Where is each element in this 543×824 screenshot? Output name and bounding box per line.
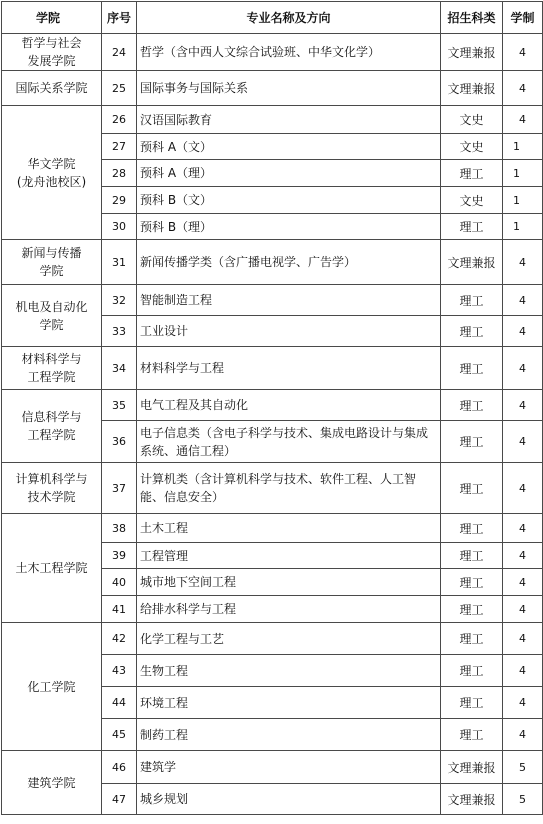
major-num-cell: 39 (102, 543, 137, 569)
major-num-cell: 24 (102, 34, 137, 71)
school-cell (2, 514, 102, 623)
major-num-cell: 42 (102, 623, 137, 655)
major-name-cell: 建筑学 (137, 751, 441, 784)
major-name-cell: 工业设计 (137, 316, 441, 347)
table-row (2, 285, 543, 316)
major-num-cell: 28 (102, 160, 137, 187)
years-cell: 1 (503, 160, 543, 187)
major-name-cell: 制药工程 (137, 719, 441, 751)
years-cell: 4 (503, 390, 543, 421)
years-cell: 4 (503, 463, 543, 514)
major-name-cell: 城市地下空间工程 (137, 569, 441, 596)
table-row (2, 347, 543, 390)
years-cell: 1 (503, 134, 543, 160)
major-num-cell: 47 (102, 784, 137, 815)
category-cell: 理工 (441, 214, 503, 240)
school-cell (2, 34, 102, 71)
school-cell (2, 106, 102, 240)
major-num-cell: 29 (102, 187, 137, 214)
years-cell: 4 (503, 719, 543, 751)
years-cell: 4 (503, 71, 543, 106)
major-num-cell: 31 (102, 240, 137, 285)
category-cell: 文史 (441, 187, 503, 214)
school-name-line: 技术学院 (27, 490, 76, 504)
school-name-line: 学院 (39, 264, 64, 278)
major-num-cell: 26 (102, 106, 137, 134)
major-num-cell: 43 (102, 655, 137, 687)
school-name-line: 工程学院 (27, 428, 76, 442)
major-name-cell: 计算机类（含计算机科学与技术、软件工程、人工智能、信息安全） (137, 463, 441, 514)
major-name-cell: 土木工程 (137, 514, 441, 543)
major-num-cell: 37 (102, 463, 137, 514)
major-num-cell: 36 (102, 421, 137, 463)
major-name-cell: 电子信息类（含电子科学与技术、集成电路设计与集成系统、通信工程） (137, 421, 441, 463)
table-row (2, 623, 543, 655)
years-cell: 4 (503, 596, 543, 623)
category-cell: 理工 (441, 623, 503, 655)
major-num-cell: 38 (102, 514, 137, 543)
major-name-cell: 给排水科学与工程 (137, 596, 441, 623)
majors-table (1, 1, 543, 815)
school-cell (2, 623, 102, 751)
years-cell: 4 (503, 514, 543, 543)
major-num-cell: 30 (102, 214, 137, 240)
years-cell: 4 (503, 543, 543, 569)
years-cell: 4 (503, 569, 543, 596)
major-num-cell: 44 (102, 687, 137, 719)
major-name-cell: 国际事务与国际关系 (137, 71, 441, 106)
years-cell: 4 (503, 623, 543, 655)
major-name-cell: 预科 A（理） (137, 160, 441, 187)
category-cell: 理工 (441, 347, 503, 390)
category-cell: 理工 (441, 655, 503, 687)
category-cell: 理工 (441, 569, 503, 596)
header-major: 专业名称及方向 (137, 2, 441, 34)
major-num-cell: 32 (102, 285, 137, 316)
years-cell: 1 (503, 187, 543, 214)
school-name-line: 计算机科学与 (15, 472, 88, 486)
major-name-cell: 电气工程及其自动化 (137, 390, 441, 421)
major-num-cell: 45 (102, 719, 137, 751)
major-name-cell: 工程管理 (137, 543, 441, 569)
school-name-line: 新闻与传播 (21, 246, 82, 260)
school-name-line: 工程学院 (27, 370, 76, 384)
header-years: 学制 (503, 2, 543, 34)
table-row (2, 751, 543, 784)
major-name-cell: 环境工程 (137, 687, 441, 719)
table-row (2, 240, 543, 285)
header-school: 学院 (2, 2, 102, 34)
years-cell: 4 (503, 285, 543, 316)
category-cell: 理工 (441, 316, 503, 347)
category-cell: 文理兼报 (441, 71, 503, 106)
major-name-cell: 材料科学与工程 (137, 347, 441, 390)
major-num-cell: 27 (102, 134, 137, 160)
major-num-cell: 40 (102, 569, 137, 596)
major-num-cell: 33 (102, 316, 137, 347)
school-cell (2, 71, 102, 106)
years-cell: 5 (503, 751, 543, 784)
major-name-cell: 预科 A（文） (137, 134, 441, 160)
table-body (2, 34, 543, 815)
table-row (2, 106, 543, 134)
category-cell: 理工 (441, 421, 503, 463)
school-name-line: 机电及自动化 (15, 299, 88, 314)
table-row (2, 514, 543, 543)
years-cell: 4 (503, 655, 543, 687)
years-cell: 1 (503, 214, 543, 240)
school-name-line: 建筑学院 (27, 775, 76, 790)
major-name-cell: 城乡规划 (137, 784, 441, 815)
category-cell: 文史 (441, 134, 503, 160)
major-name-cell: 预科 B（文） (137, 187, 441, 214)
header-num: 序号 (102, 2, 137, 34)
header-category: 招生科类 (441, 2, 503, 34)
major-name-cell: 生物工程 (137, 655, 441, 687)
school-name-line: 国际关系学院 (15, 81, 88, 95)
major-num-cell: 25 (102, 71, 137, 106)
category-cell: 理工 (441, 285, 503, 316)
school-name-line: 发展学院 (27, 54, 76, 68)
school-name-line: 化工学院 (27, 679, 76, 694)
category-cell: 理工 (441, 463, 503, 514)
years-cell: 4 (503, 240, 543, 285)
years-cell: 4 (503, 316, 543, 347)
school-cell (2, 751, 102, 815)
table-row (2, 463, 543, 514)
major-num-cell: 41 (102, 596, 137, 623)
category-cell: 理工 (441, 719, 503, 751)
category-cell: 理工 (441, 514, 503, 543)
school-cell (2, 347, 102, 390)
school-name-line: 哲学与社会 (21, 36, 82, 50)
major-name-cell: 汉语国际教育 (137, 106, 441, 134)
school-cell (2, 285, 102, 347)
school-name-line: 学院 (39, 317, 64, 332)
years-cell: 4 (503, 106, 543, 134)
years-cell: 4 (503, 687, 543, 719)
years-cell: 4 (503, 34, 543, 71)
table-row (2, 34, 543, 71)
school-cell (2, 240, 102, 285)
category-cell: 文理兼报 (441, 34, 503, 71)
category-cell: 理工 (441, 596, 503, 623)
category-cell: 文理兼报 (441, 751, 503, 784)
table-row (2, 71, 543, 106)
major-num-cell: 35 (102, 390, 137, 421)
years-cell: 4 (503, 421, 543, 463)
category-cell: 文理兼报 (441, 240, 503, 285)
category-cell: 文理兼报 (441, 784, 503, 815)
years-cell: 4 (503, 347, 543, 390)
school-cell (2, 463, 102, 514)
major-name-cell: 智能制造工程 (137, 285, 441, 316)
category-cell: 文史 (441, 106, 503, 134)
school-name-line: (龙舟池校区) (16, 174, 87, 189)
table-row (2, 390, 543, 421)
major-num-cell: 46 (102, 751, 137, 784)
major-name-cell: 哲学（含中西人文综合试验班、中华文化学） (137, 34, 441, 71)
school-name-line: 土木工程学院 (15, 561, 88, 575)
school-name-line: 信息科学与 (21, 410, 82, 424)
major-name-cell: 预科 B（理） (137, 214, 441, 240)
school-name-line: 华文学院 (27, 156, 76, 171)
school-cell (2, 390, 102, 463)
major-name-cell: 新闻传播学类（含广播电视学、广告学） (137, 240, 441, 285)
years-cell: 5 (503, 784, 543, 815)
category-cell: 理工 (441, 543, 503, 569)
school-name-line: 材料科学与 (21, 352, 82, 366)
major-num-cell: 34 (102, 347, 137, 390)
header-row (2, 2, 543, 34)
category-cell: 理工 (441, 160, 503, 187)
major-name-cell: 化学工程与工艺 (137, 623, 441, 655)
category-cell: 理工 (441, 390, 503, 421)
category-cell: 理工 (441, 687, 503, 719)
